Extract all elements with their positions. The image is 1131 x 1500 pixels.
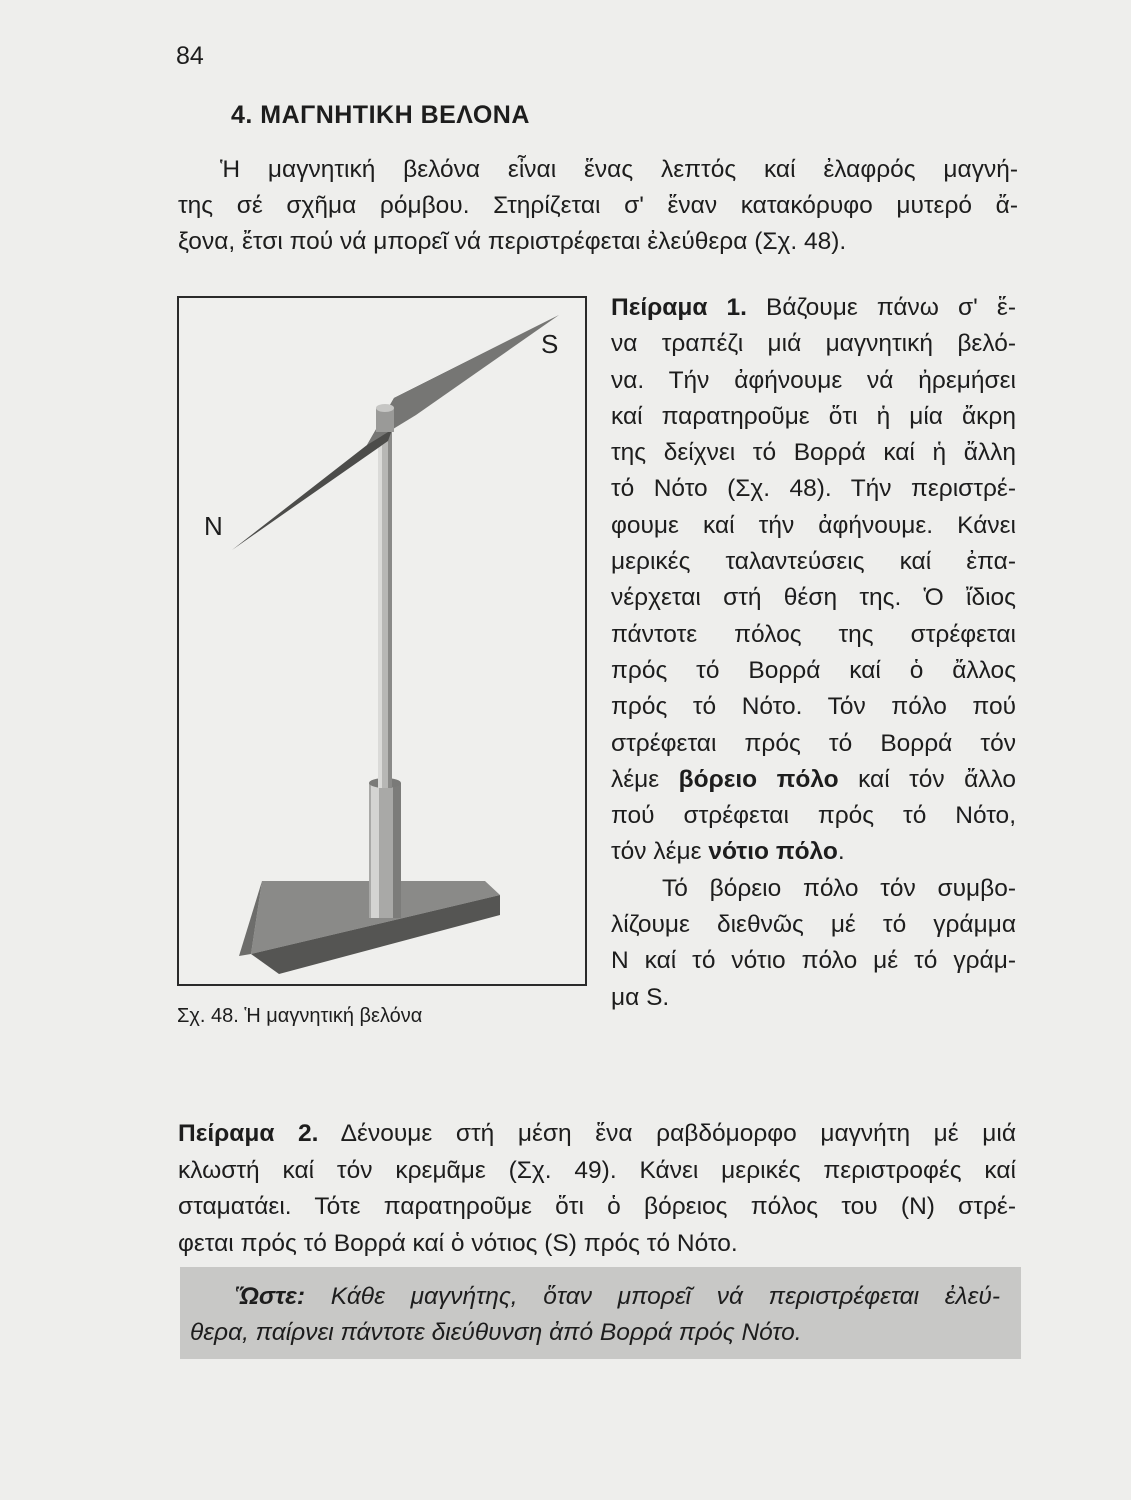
experiment-1-line: πρός τό Νότο. Τόν πόλο πού xyxy=(611,693,1016,721)
experiment-1-line: νέρχεται στή θέση της. Ὁ ἴδιος xyxy=(611,584,1016,612)
experiment-2-line: σταματάει. Τότε παρατηροῦμε ὅτι ὁ βόρειος πόλος του (Ν) στρέ- xyxy=(178,1193,1016,1220)
needle-pivot-top xyxy=(376,404,394,412)
experiment-1-line xyxy=(611,834,1016,870)
summary-lead: Ὥστε: xyxy=(235,1283,306,1310)
symbol-line: μα S. xyxy=(611,983,670,1011)
experiment-1-line: φουμε καί τήν ἀφήνουμε. Κάνει xyxy=(611,511,1016,539)
symbol-line: λίζουμε διεθνῶς μέ τό γράμμα xyxy=(611,911,1016,939)
summary-line: θερα, παίρνει πάντοτε διεύθυνση ἀπό Βορρά πρός Νότο. xyxy=(190,1319,802,1346)
stand-rod-highlight xyxy=(378,428,382,788)
summary-text xyxy=(190,1279,1000,1351)
experiment-1-line-text: λέμε xyxy=(611,765,679,793)
intro-line: ξονα, ἔτσι πού νά μπορεῖ νά περιστρέφεται ἐλεύθερα (Σχ. 48). xyxy=(178,228,847,255)
summary-line-text: Κάθε μαγνήτης, ὅταν μπορεῖ νά περιστρέφεται ἐλεύ- xyxy=(305,1283,1000,1310)
experiment-1-line-text: καί τόν ἄλλο xyxy=(838,765,1016,793)
experiment-1-line-text: Βάζουμε πάνω σ' ἕ- xyxy=(746,294,1016,321)
experiment-1-line: πρός τό Βορρά καί ὁ ἄλλος xyxy=(611,656,1016,684)
experiment-1-line: στρέφεται πρός τό Βορρά τόν xyxy=(611,729,1016,757)
magnetic-needle xyxy=(232,315,559,550)
intro-paragraph xyxy=(178,152,1018,260)
stand-rod-shadow xyxy=(388,428,392,788)
experiment-2-line: φεται πρός τό Βορρά καί ὁ νότιος (S) πρός τό Νότο. xyxy=(178,1229,738,1257)
magnetic-needle-figure xyxy=(177,296,587,986)
stand-column-highlight xyxy=(371,783,379,918)
experiment-2-title: Πείραμα 2. xyxy=(178,1120,319,1147)
south-pole-term: νότιο πόλο xyxy=(708,838,838,866)
experiment-1-line: να τραπέζι μιά μαγνητική βελό- xyxy=(611,330,1016,358)
experiment-1-line: να. Τήν ἀφήνουμε νά ἠρεμήσει xyxy=(611,366,1016,394)
summary-box xyxy=(180,1267,1021,1359)
section-heading: 4. ΜΑΓΝΗΤΙΚΗ ΒΕΛΟΝΑ xyxy=(231,101,530,129)
south-pole-label: S xyxy=(541,329,559,359)
magnetic-needle-top-face xyxy=(367,315,559,445)
experiment-1-line: της δείχνει τό Βορρά καί ἡ ἄλλη xyxy=(611,439,1016,467)
experiment-1-line: πού στρέφεται πρός τό Νότο, xyxy=(611,802,1016,830)
experiment-1-title: Πείραμα 1. xyxy=(611,294,747,321)
north-pole-label: N xyxy=(204,511,223,541)
experiment-2-paragraph xyxy=(178,1116,1016,1262)
intro-line: της σέ σχῆμα ρόμβου. Στηρίζεται σ' ἕναν κατακόρυφο μυτερό ἄ- xyxy=(178,192,1018,219)
experiment-1-line: τό Νότο (Σχ. 48). Τήν περιστρέ- xyxy=(611,475,1016,503)
magnetic-needle-illustration xyxy=(179,298,585,984)
north-pole-term: βόρειο πόλο xyxy=(678,765,839,793)
experiment-1-line-text: τόν λέμε xyxy=(611,838,709,866)
experiment-2-line xyxy=(178,1116,1016,1153)
experiment-1-line: μερικές ταλαντεύσεις καί ἐπα- xyxy=(611,548,1016,576)
page-number: 84 xyxy=(176,42,204,70)
symbol-line: Ν καί τό νότιο πόλο μέ τό γράμ- xyxy=(611,947,1016,975)
experiment-1-line xyxy=(611,762,1016,798)
summary-line xyxy=(190,1279,1000,1315)
experiment-2-line: κλωστή καί τόν κρεμᾶμε (Σχ. 49). Κάνει μερικές περιστροφές καί xyxy=(178,1156,1016,1184)
experiment-1-line: καί παρατηροῦμε ὅτι ἡ μία ἄκρη xyxy=(611,402,1016,430)
experiment-2-line-text: Δένουμε στή μέση ἕνα ραβδόμορφο μαγνήτη μέ μιά xyxy=(318,1120,1016,1147)
figure-caption: Σχ. 48. Ἡ μαγνητική βελόνα xyxy=(177,1005,423,1027)
experiment-1-line xyxy=(611,290,1016,326)
experiment-1-line-text: . xyxy=(837,838,845,866)
symbol-line: Τό βόρειο πόλο τόν συμβο- xyxy=(662,874,1016,902)
experiment-1-paragraph xyxy=(611,290,1016,1016)
experiment-1-line: πάντοτε πόλος της στρέφεται xyxy=(611,620,1016,648)
intro-line: Ἡ μαγνητική βελόνα εἶναι ἕνας λεπτός καί ἐλαφρός μαγνή- xyxy=(220,156,1018,183)
stand-column-shadow xyxy=(393,783,401,918)
